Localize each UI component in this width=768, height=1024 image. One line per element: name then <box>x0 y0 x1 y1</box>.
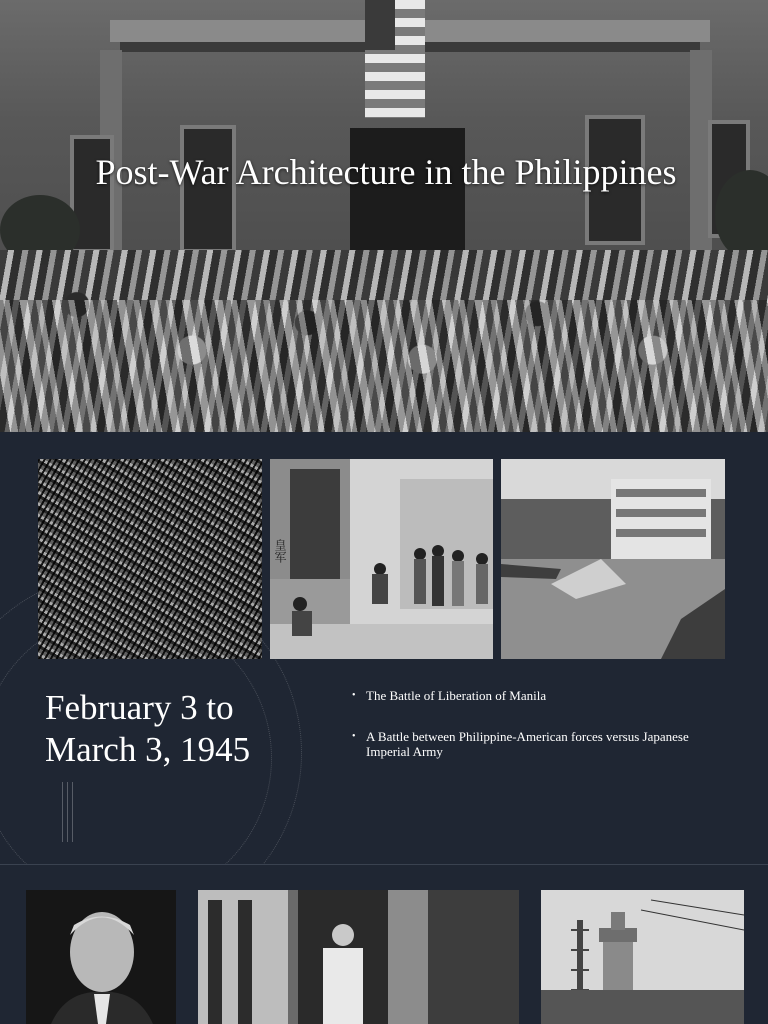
ruined-city-aerial-photo <box>38 459 262 659</box>
doorway-illustration <box>198 890 519 1024</box>
bullet-item: • The Battle of Liberation of Manila <box>352 688 732 703</box>
slide-battle <box>0 432 768 865</box>
american-flag <box>365 0 425 118</box>
slide-title-text: Post-War Architecture in the Philippines <box>95 152 677 192</box>
portrait-photo <box>26 890 176 1024</box>
portrait-illustration <box>26 890 176 1024</box>
slide-title <box>0 0 768 432</box>
church-tower-construction-photo <box>541 890 744 1024</box>
bullet-item: • A Battle between Philippine-American forces versus Japanese Imperial Army <box>352 729 732 759</box>
destroyed-bridge-photo <box>501 459 725 659</box>
slide-people <box>0 866 768 1024</box>
man-in-doorway-photo <box>198 890 519 1024</box>
civilians-illustration <box>270 459 493 659</box>
decorative-dots <box>62 782 76 842</box>
battle-bullet-list <box>352 688 732 785</box>
tower-illustration <box>541 890 744 1024</box>
svg-text:皇军: 皇军 <box>273 539 287 563</box>
cheering-crowd-foreground <box>0 300 768 432</box>
civilians-street-photo <box>270 459 493 659</box>
bridge-illustration <box>501 459 725 659</box>
battle-date-heading: February 3 to March 3, 1945 <box>45 688 251 769</box>
